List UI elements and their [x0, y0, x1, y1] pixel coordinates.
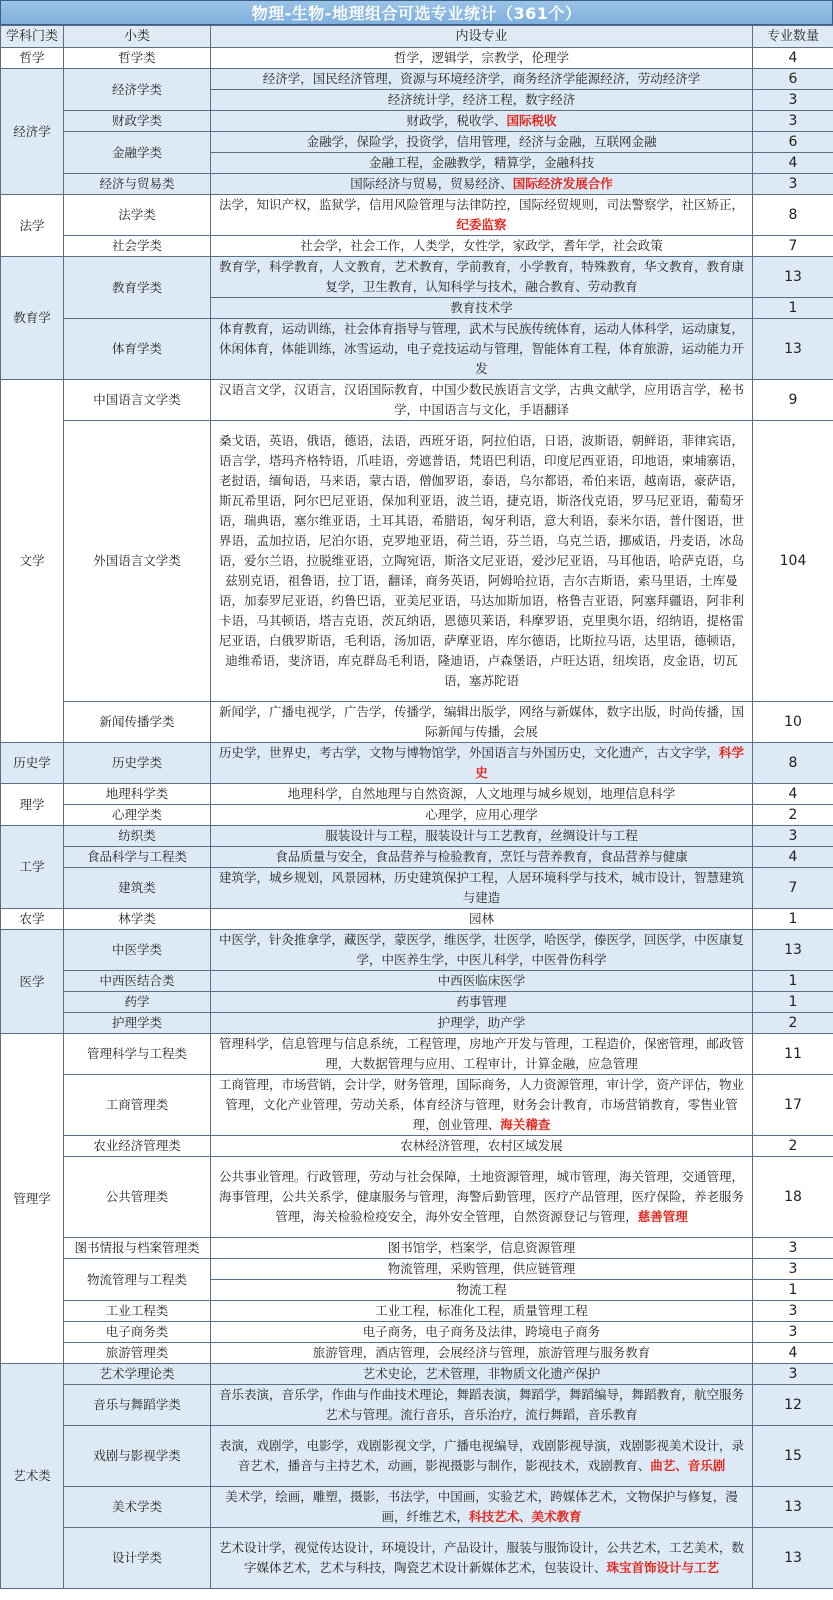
category-cell: 教育学 — [1, 257, 64, 380]
highlight-text: 珠宝首饰设计与工艺 — [606, 1560, 720, 1575]
subcategory-cell: 建筑类 — [64, 868, 211, 909]
subcategory-cell: 艺术学理论类 — [64, 1364, 211, 1385]
majors-cell: 体育教育，运动训练，社会体育指导与管理，武术与民族传统体育，运动人体科学，运动康复，休闲体育，体能训练，冰雪运动，电子竞技运动与管理，智能体育工程，体育旅游，运动能力开发 — [211, 319, 753, 380]
subcategory-cell: 新闻传播学类 — [64, 702, 211, 743]
count-cell: 18 — [753, 1157, 833, 1238]
highlight-text: 科技艺术、美术教育 — [469, 1509, 582, 1524]
highlight-text: 慈善管理 — [637, 1209, 688, 1224]
highlight-text: 海关稽查 — [500, 1117, 551, 1132]
subcategory-cell: 哲学类 — [64, 48, 211, 69]
subcategory-cell: 物流管理与工程类 — [64, 1259, 211, 1301]
category-cell: 哲学 — [1, 48, 64, 69]
majors-cell: 经济学，国民经济管理，资源与环境经济学，商务经济学能源经济，劳动经济学 — [211, 69, 753, 90]
majors-cell: 经济统计学，经济工程，数字经济 — [211, 90, 753, 111]
majors-cell: 金融学，保险学，投资学，信用管理，经济与金融，互联网金融 — [211, 132, 753, 153]
majors-cell: 新闻学，广播电视学，广告学，传播学，编辑出版学，网络与新媒体，数字出版，时尚传播，国际新闻与传播，会展 — [211, 702, 753, 743]
table-row — [1, 702, 833, 743]
count-cell: 2 — [753, 1013, 833, 1034]
count-cell: 6 — [753, 132, 833, 153]
header-category: 学科门类 — [1, 26, 64, 48]
subcategory-cell: 药学 — [64, 992, 211, 1013]
count-cell: 3 — [753, 1301, 833, 1322]
count-cell: 13 — [753, 1528, 833, 1589]
subcategory-cell: 电子商务类 — [64, 1322, 211, 1343]
subcategory-cell: 地理科学类 — [64, 784, 211, 805]
majors-cell: 管理科学，信息管理与信息系统，工程管理，房地产开发与管理，工程造价，保密管理，邮政管理，大数据管理与应用、工程审计，计算金融，应急管理 — [211, 1034, 753, 1075]
count-cell: 13 — [753, 1487, 833, 1528]
majors-cell: 表演，戏剧学，电影学，戏剧影视文学，广播电视编导，戏剧影视导演，戏剧影视美术设计，录音艺术，播音与主持艺术，动画，影视摄影与制作，影视技术，戏剧教育、曲艺、音乐剧 — [211, 1426, 753, 1487]
header-majors: 内设专业 — [211, 26, 753, 48]
table-row — [1, 1301, 833, 1322]
majors-cell: 教育学，科学教育，人文教育，艺术教育，学前教育，小学教育，特殊教育，华文教育，教育康复学，卫生教育，认知科学与技术，融合教育、劳动教育 — [211, 257, 753, 298]
category-cell: 法学 — [1, 195, 64, 257]
subcategory-cell: 金融学类 — [64, 132, 211, 174]
subcategory-cell: 社会学类 — [64, 236, 211, 257]
count-cell: 15 — [753, 1426, 833, 1487]
subcategory-cell: 音乐与舞蹈学类 — [64, 1385, 211, 1426]
table-row — [1, 1364, 833, 1385]
highlight-text: 国际经济发展合作 — [512, 176, 613, 191]
majors-cell: 艺术史论，艺术管理，非物质文化遗产保护 — [211, 1364, 753, 1385]
subcategory-cell: 体育学类 — [64, 319, 211, 380]
count-cell: 13 — [753, 319, 833, 380]
subcategory-cell: 工业工程类 — [64, 1301, 211, 1322]
majors-cell: 公共事业管理。行政管理，劳动与社会保障，土地资源管理，城市管理，海关管理，交通管理，海事管理，公共关系学，健康服务与管理，海警后勤管理，医疗产品管理，医疗保险，养老服务管理，海关检验检疫安全，海外安全管理，自然资源登记与管理，慈善管理 — [211, 1157, 753, 1238]
count-cell: 3 — [753, 111, 833, 132]
table-row — [1, 236, 833, 257]
majors-cell: 艺术设计学，视觉传达设计，环境设计，产品设计，服装与服饰设计，公共艺术，工艺美术，数字媒体艺术，艺术与科技，陶瓷艺术设计新媒体艺术，包装设计、珠宝首饰设计与工艺 — [211, 1528, 753, 1589]
subcategory-cell: 设计学类 — [64, 1528, 211, 1589]
majors-cell: 心理学，应用心理学 — [211, 805, 753, 826]
count-cell: 12 — [753, 1385, 833, 1426]
table-row — [1, 257, 833, 298]
category-cell: 经济学 — [1, 69, 64, 195]
table-row — [1, 1487, 833, 1528]
table-row — [1, 48, 833, 69]
majors-cell: 食品质量与安全，食品营养与检验教育，烹饪与营养教育，食品营养与健康 — [211, 847, 753, 868]
header-subcategory: 小类 — [64, 26, 211, 48]
table-row — [1, 805, 833, 826]
majors-cell: 中医学，针灸推拿学，藏医学，蒙医学，维医学，壮医学，哈医学，傣医学，回医学，中医康复学，中医养生学，中医儿科学，中医骨伤科学 — [211, 930, 753, 971]
majors-cell: 金融工程，金融教学，精算学，金融科技 — [211, 153, 753, 174]
subcategory-cell: 中西医结合类 — [64, 971, 211, 992]
subcategory-cell: 财政学类 — [64, 111, 211, 132]
majors-cell: 美术学，绘画，雕塑，摄影，书法学，中国画，实验艺术，跨媒体艺术，文物保护与修复，漫画，纤维艺术，科技艺术、美术教育 — [211, 1487, 753, 1528]
category-cell: 文学 — [1, 380, 64, 743]
count-cell: 4 — [753, 784, 833, 805]
table-row — [1, 826, 833, 847]
subcategory-cell: 图书情报与档案管理类 — [64, 1238, 211, 1259]
count-cell: 2 — [753, 1136, 833, 1157]
header-row — [1, 26, 833, 48]
majors-cell: 历史学，世界史，考古学，文物与博物馆学，外国语言与外国历史，文化遗产，古文字学，科学史 — [211, 743, 753, 784]
subcategory-cell: 管理科学与工程类 — [64, 1034, 211, 1075]
count-cell: 8 — [753, 195, 833, 236]
majors-cell: 服装设计与工程，服装设计与工艺教育，丝绸设计与工程 — [211, 826, 753, 847]
count-cell: 6 — [753, 69, 833, 90]
majors-cell: 旅游管理，酒店管理，会展经济与管理，旅游管理与服务教育 — [211, 1343, 753, 1364]
sheet-title: 物理-生物-地理组合可选专业统计（361个） — [0, 0, 833, 25]
table-row — [1, 1013, 833, 1034]
table-row — [1, 1528, 833, 1589]
majors-cell: 物流工程 — [211, 1280, 753, 1301]
subcategory-cell: 中国语言文学类 — [64, 380, 211, 421]
subcategory-cell: 美术学类 — [64, 1487, 211, 1528]
table-row — [1, 69, 833, 90]
majors-cell: 园林 — [211, 909, 753, 930]
subcategory-cell: 法学类 — [64, 195, 211, 236]
category-cell: 历史学 — [1, 743, 64, 784]
subcategory-cell: 经济与贸易类 — [64, 174, 211, 195]
table-row — [1, 909, 833, 930]
table-row — [1, 1034, 833, 1075]
count-cell: 8 — [753, 743, 833, 784]
table-row — [1, 930, 833, 971]
count-cell: 3 — [753, 174, 833, 195]
count-cell: 1 — [753, 298, 833, 319]
table-row — [1, 784, 833, 805]
majors-cell: 农林经济管理，农村区域发展 — [211, 1136, 753, 1157]
majors-cell: 国际经济与贸易，贸易经济、国际经济发展合作 — [211, 174, 753, 195]
count-cell: 1 — [753, 1280, 833, 1301]
count-cell: 3 — [753, 1259, 833, 1280]
table-row — [1, 1322, 833, 1343]
majors-cell: 建筑学，城乡规划，风景园林，历史建筑保护工程，人居环境科学与技术，城市设计，智慧建筑与建造 — [211, 868, 753, 909]
count-cell: 3 — [753, 1322, 833, 1343]
majors-cell: 药事管理 — [211, 992, 753, 1013]
majors-cell: 法学，知识产权，监狱学，信用风险管理与法律防控，国际经贸规则，司法警察学，社区矫正，纪委监察 — [211, 195, 753, 236]
count-cell: 1 — [753, 992, 833, 1013]
highlight-text: 科学史 — [475, 745, 745, 780]
table-row — [1, 847, 833, 868]
highlight-text: 纪委监察 — [456, 217, 507, 232]
table-row — [1, 1343, 833, 1364]
table-row — [1, 1075, 833, 1136]
count-cell: 7 — [753, 236, 833, 257]
count-cell: 3 — [753, 1238, 833, 1259]
count-cell: 10 — [753, 702, 833, 743]
count-cell: 9 — [753, 380, 833, 421]
table-row — [1, 195, 833, 236]
majors-cell: 社会学，社会工作，人类学，女性学，家政学，耆年学，社会政策 — [211, 236, 753, 257]
highlight-text: 曲艺、音乐剧 — [650, 1458, 726, 1473]
count-cell: 11 — [753, 1034, 833, 1075]
count-cell: 13 — [753, 257, 833, 298]
count-cell: 2 — [753, 805, 833, 826]
table-row — [1, 992, 833, 1013]
subcategory-cell: 历史学类 — [64, 743, 211, 784]
count-cell: 104 — [753, 421, 833, 702]
header-count: 专业数量 — [753, 26, 833, 48]
majors-cell: 汉语言文学，汉语言，汉语国际教育，中国少数民族语言文学，古典文献学，应用语言学，秘书学，中国语言与文化，手语翻译 — [211, 380, 753, 421]
table-row — [1, 421, 833, 702]
majors-cell: 物流管理，采购管理，供应链管理 — [211, 1259, 753, 1280]
count-cell: 1 — [753, 971, 833, 992]
count-cell: 13 — [753, 930, 833, 971]
category-cell: 管理学 — [1, 1034, 64, 1364]
majors-cell: 哲学，逻辑学，宗教学，伦理学 — [211, 48, 753, 69]
count-cell: 3 — [753, 1364, 833, 1385]
category-cell: 医学 — [1, 930, 64, 1034]
count-cell: 3 — [753, 90, 833, 111]
subcategory-cell: 护理学类 — [64, 1013, 211, 1034]
count-cell: 17 — [753, 1075, 833, 1136]
table-row — [1, 971, 833, 992]
table-row — [1, 868, 833, 909]
highlight-text: 国际税收 — [506, 113, 557, 128]
majors-cell: 图书馆学，档案学，信息资源管理 — [211, 1238, 753, 1259]
subcategory-cell: 工商管理类 — [64, 1075, 211, 1136]
majors-cell: 教育技术学 — [211, 298, 753, 319]
table-row — [1, 1238, 833, 1259]
majors-cell: 桑戈语，英语，俄语，德语，法语，西班牙语，阿拉伯语，日语，波斯语，朝鲜语，菲律宾语，语言学，塔玛齐格特语，爪哇语，旁遮普语，梵语巴利语，印度尼西亚语，印地语，柬埔寨语，老挝语，缅甸语，马来语，蒙古语，僧伽罗语，泰语，乌尔都语，希伯来语，越南语，豪萨语，斯瓦希里语，阿尔巴尼亚语，保加利亚语，波兰语，捷克语，斯洛伐克语，罗马尼亚语，葡萄牙语，瑞典语，塞尔维亚语，土耳其语，希腊语，匈牙利语，意大利语，泰米尔语，普什图语，世界语，孟加拉语，尼泊尔语，克罗地亚语，荷兰语，芬兰语，乌克兰语，挪威语，丹麦语，冰岛语，爱尔兰语，拉脱维亚语，立陶宛语，斯洛文尼亚语，爱沙尼亚语，马耳他语，哈萨克语，乌兹别克语，祖鲁语，拉丁语，翻译，商务英语，阿姆哈拉语，吉尔吉斯语，索马里语，土库曼语，加泰罗尼亚语，约鲁巴语，亚美尼亚语，马达加斯加语，格鲁吉亚语，阿塞拜疆语，阿非利卡语，马其顿语，塔吉克语，茨瓦纳语，恩德贝莱语，科摩罗语，克里奥尔语，绍纳语，提格雷尼亚语，白俄罗斯语，毛利语，汤加语，萨摩亚语，库尔德语，比斯拉马语，达里语，德顿语，迪维希语，斐济语，库克群岛毛利语，隆迪语，卢森堡语，卢旺达语，纽埃语，皮金语，切瓦语，塞苏陀语 — [211, 421, 753, 702]
subcategory-cell: 心理学类 — [64, 805, 211, 826]
majors-cell: 工商管理，市场营销，会计学，财务管理，国际商务，人力资源管理，审计学，资产评估，物业管理，文化产业管理，劳动关系，体育经济与管理，财务会计教育，市场营销教育，零售业管理，创业管理、海关稽查 — [211, 1075, 753, 1136]
table-row — [1, 743, 833, 784]
table-row — [1, 132, 833, 153]
category-cell: 艺术类 — [1, 1364, 64, 1589]
majors-cell: 财政学，税收学、国际税收 — [211, 111, 753, 132]
subcategory-cell: 公共管理类 — [64, 1157, 211, 1238]
subcategory-cell: 中医学类 — [64, 930, 211, 971]
subcategory-cell: 农业经济管理类 — [64, 1136, 211, 1157]
category-cell: 农学 — [1, 909, 64, 930]
table-row — [1, 174, 833, 195]
table-row — [1, 111, 833, 132]
table-row — [1, 380, 833, 421]
table-row — [1, 319, 833, 380]
count-cell: 1 — [753, 909, 833, 930]
count-cell: 7 — [753, 868, 833, 909]
majors-cell: 中西医临床医学 — [211, 971, 753, 992]
majors-cell: 音乐表演，音乐学，作曲与作曲技术理论，舞蹈表演，舞蹈学，舞蹈编导，舞蹈教育，航空服务艺术与管理。流行音乐，音乐治疗，流行舞蹈，音乐教育 — [211, 1385, 753, 1426]
table-row — [1, 1426, 833, 1487]
subcategory-cell: 经济学类 — [64, 69, 211, 111]
count-cell: 4 — [753, 48, 833, 69]
count-cell: 4 — [753, 1343, 833, 1364]
table-row — [1, 1136, 833, 1157]
subcategory-cell: 林学类 — [64, 909, 211, 930]
majors-cell: 电子商务，电子商务及法律，跨境电子商务 — [211, 1322, 753, 1343]
majors-cell: 地理科学，自然地理与自然资源，人文地理与城乡规划，地理信息科学 — [211, 784, 753, 805]
subcategory-cell: 外国语言文学类 — [64, 421, 211, 702]
count-cell: 4 — [753, 847, 833, 868]
count-cell: 4 — [753, 153, 833, 174]
subcategory-cell: 纺织类 — [64, 826, 211, 847]
subcategory-cell: 旅游管理类 — [64, 1343, 211, 1364]
majors-cell: 工业工程，标准化工程，质量管理工程 — [211, 1301, 753, 1322]
subcategory-cell: 戏剧与影视学类 — [64, 1426, 211, 1487]
subcategory-cell: 教育学类 — [64, 257, 211, 319]
category-cell: 工学 — [1, 826, 64, 909]
table-row — [1, 1157, 833, 1238]
majors-table — [0, 25, 833, 1589]
subcategory-cell: 食品科学与工程类 — [64, 847, 211, 868]
category-cell: 理学 — [1, 784, 64, 826]
majors-cell: 护理学，助产学 — [211, 1013, 753, 1034]
count-cell: 3 — [753, 826, 833, 847]
table-row — [1, 1385, 833, 1426]
table-row — [1, 1259, 833, 1280]
